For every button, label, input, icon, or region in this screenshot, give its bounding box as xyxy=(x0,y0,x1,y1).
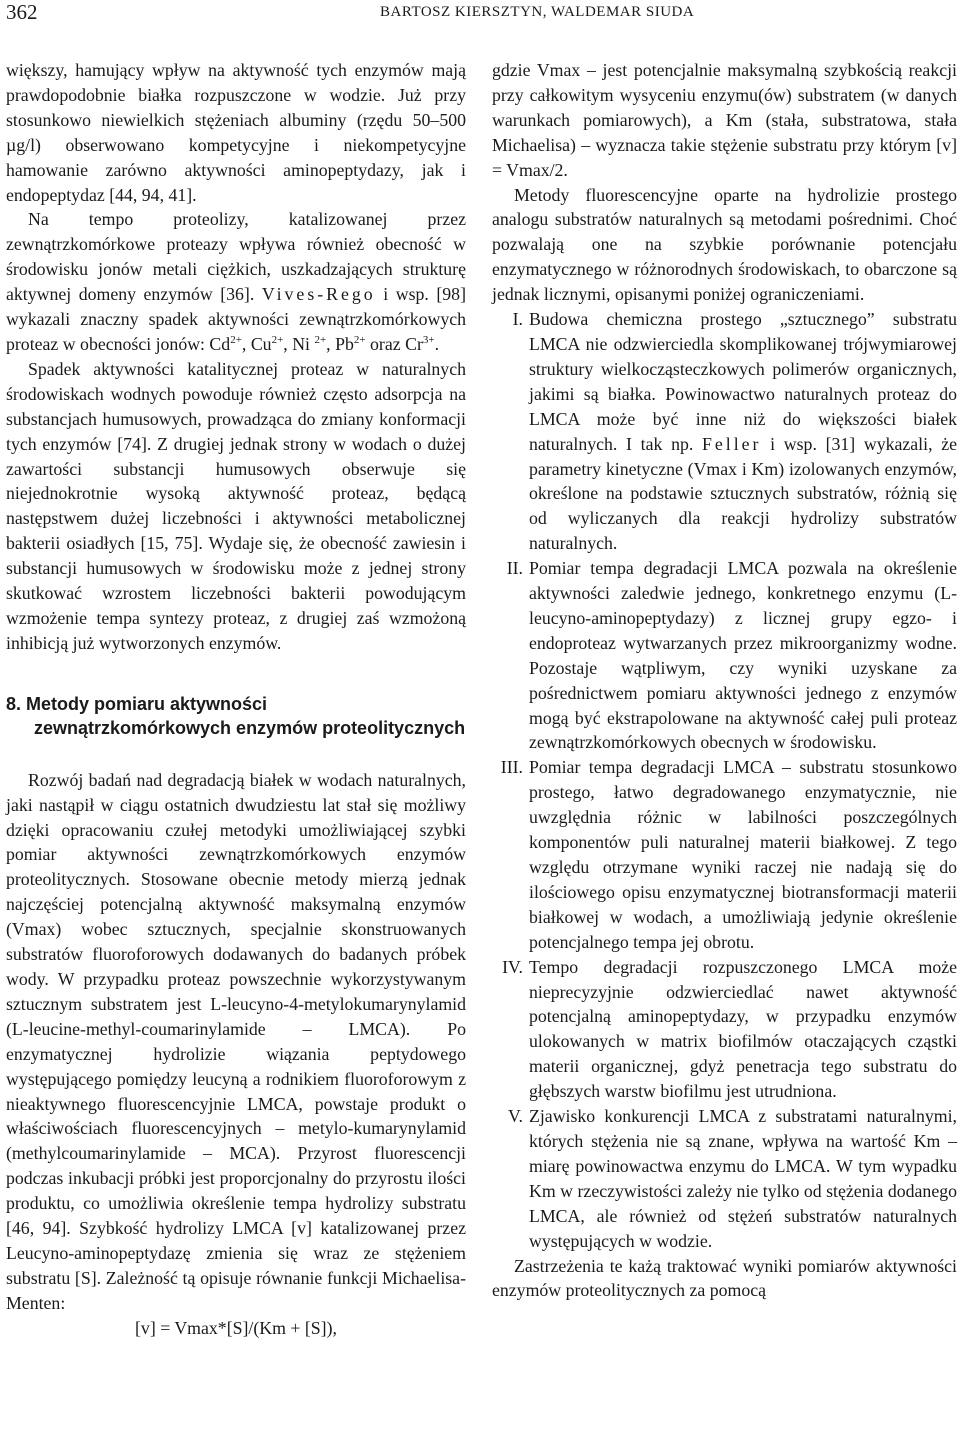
list-marker: II. xyxy=(506,558,523,579)
paragraph-text: Na tempo proteolizy, katalizowanej przez zewnątrzkomórkowe proteazy wpływa również obecność w środowisku jonów metali ciężkich, uszkadzających strukturę aktywnej domeny enzymów [36]. xyxy=(6,209,466,305)
section-heading: 8. Metody pomiaru aktywności zewnątrzkomórkowych enzymów proteolitycznych xyxy=(6,693,466,738)
list-item xyxy=(492,955,957,1104)
list-item xyxy=(492,556,957,755)
list-item xyxy=(492,755,957,954)
list-item-text: Pomiar tempa degradacji LMCA – substratu stosunkowo prostego, łatwo degradowanego enzymatycznie, nie uwzględnia różnic w labilności poszczególnych komponentów puli naturalnej materii białkowej. Z tego względu otrzymane wyniki raczej nie nadają się do ilościowego opisu enzymatycznej biotransformacji materii białkowej w wodach, a umożliwiają jedynie określenie potencjalnego tempa jej obrotu. xyxy=(529,757,957,952)
list-marker: V. xyxy=(508,1106,523,1127)
ion-charge: 2+ xyxy=(230,334,242,347)
limitations-list xyxy=(492,307,957,1253)
paragraph: Spadek aktywności katalitycznej proteaz w naturalnych środowiskach wodnych powoduje również często adsorpcja na substancjach humusowych, prowadząca do zmiany konformacji tych enzymów [74]. Z drugiej jednak strony w wodach o dużej zawartości substancji humusowych obserwuje się niejednokrotnie wysoką aktywność proteaz, będącą następstwem dużej liczebności i aktywności metabolicznej bakterii osiadłych [15, 75]. Wydaje się, że obecność zawiesin i substancji humusowych w środowisku może z jednej strony skutkować wzrostem liczebności bakterii powodującym wzmożenie tempa syntezy proteaz, z drugiej zaś wzmożoną inhibicją już wytworzonych enzymów. xyxy=(6,358,466,653)
page-number: 362 xyxy=(6,0,38,24)
page-header xyxy=(0,0,960,36)
running-head: BARTOSZ KIERSZTYN, WALDEMAR SIUDA xyxy=(380,4,695,20)
list-marker: III. xyxy=(500,757,523,778)
ion-charge: 3+ xyxy=(422,334,435,347)
ion-charge: 2+ xyxy=(271,334,284,347)
list-marker: IV. xyxy=(502,956,523,977)
author-name: Feller xyxy=(702,433,762,454)
list-item-text: Pomiar tempa degradacji LMCA pozwala na określenie aktywności zaledwie jednego, konkretnego enzymu (L-leucyno-aminopeptydazy) z licznej grupy egzo- i endoproteaz wytwarzanych przez mikroorganizmy wodne. Pozostaje wątpliwym, czy wyniki uzyskane za pośrednictwem pomiaru aktywności jednego z enzymów mogą być ekstrapolowane na aktywność całej puli proteaz zewnątrzkomórkowych obecnych w środowisku. xyxy=(529,558,957,753)
paragraph: większy, hamujący wpływ na aktywność tych enzymów mają prawdopodobnie białka rozpuszczone w wodzie. Już przy stosunkowo niewielkich stężeniach albuminy (rzędu 50–500 µg/l) obserwowano kompetycyjne i niekompetycyjne hamowanie zarówno aktywności aminopeptydazy, jak i endopeptydaz [44, 94, 41]. xyxy=(6,60,466,205)
equation: [v] = Vmax*[S]/(Km + [S]), xyxy=(135,1317,337,1338)
ion-symbol: Cu xyxy=(250,333,272,354)
list-item xyxy=(492,1104,957,1253)
paragraph: Metody fluorescencyjne oparte na hydrolizie prostego analogu substratów naturalnych są metodami pośrednimi. Choć pozwalają one na szybkie porównanie potencjału enzymatycznego w różnorodnych środowiskach, to obarczone są jednak licznymi, opisanymi poniżej ograniczeniami. xyxy=(492,184,957,305)
paragraph: Rozwój badań nad degradacją białek w wodach naturalnych, jaki nastąpił w ciągu ostatnich dwudziestu lat stał się możliwy dzięki opracowaniu czułej metodyki umożliwiającej szybki pomiar aktywności zewnątrzkomórkowych enzymów proteolitycznych. Stosowane obecnie metody mierzą jednak najczęściej potencjalną aktywność maksymalną enzymów (Vmax) wobec sztucznych, specjalnie skonstruowanych substratów fluoroforowych dodawanych do badanych próbek wody. W przypadku proteaz powszechnie wykorzystywanym sztucznym substratem jest L-leucyno-4-metylokumarynylamid (L-leucine-methyl-coumarinylamide – LMCA). Po enzymatycznej hydrolizie wiązania peptydowego występującego pomiędzy leucyną a rodnikiem fluoroforowym z nieaktywnego fluorescencyjnie LMCA, powstaje produkt o właściwościach fluorescencyjnych – metylo-kumarynylamid (methylcoumarinylamide – MCA). Przyrost fluorescencji podczas inkubacji próbki jest proporcjonalny do przyrostu ilości produktu, co umożliwia określenie tempa hydrolizy substratu [46, 94]. Szybkość hydrolizy LMCA [v] katalizowanej przez Leucyno-aminopeptydazę zmienia się wraz ze stężeniem substratu [S]. Zależność tą opisuje równanie funkcji Michaelisa-Menten: xyxy=(6,769,466,1313)
list-item-text: Budowa chemiczna prostego „sztucznego” substratu LMCA nie odzwierciedla skomplikowanej trójwymiarowej struktury wielkocząsteczkowych polimerów organicznych, jakimi są białka. Powinowactwo naturalnych proteaz do LMCA może być inne niż do większości białek naturalnych. I tak np. Feller i wsp. [31] wykazali, że parametry kinetyczne (Vmax i Km) izolowanych enzymów, określone na podstawie sztucznych substratów, różnią się od wyliczanych dla reakcji hydrolizy substratów naturalnych. xyxy=(529,309,957,554)
left-column xyxy=(6,58,466,1341)
paragraph-heavy-metals: Na tempo proteolizy, katalizowanej przez zewnątrzkomórkowe proteazy wpływa również obecność w środowisku jonów metali ciężkich, uszkadzających strukturę aktywnej domeny enzymów [36]. Vives-Rego i wsp. [98] wykazali znaczny spadek aktywności zewnątrzkomórkowych proteaz w obecności jonów: $Cd^{2+}$, $Cu^{2+}$, Ni $^{2+}$, $Pb^{2+}$ oraz $Cr^{3+}$. xyxy=(6,209,466,354)
list-marker: I. xyxy=(512,309,523,330)
author-name: Vives-Rego xyxy=(261,284,376,305)
ion-charge: 2+ xyxy=(353,334,366,347)
list-item xyxy=(492,307,957,556)
list-item-text: Zjawisko konkurencji LMCA z substratami naturalnymi, których stężenia nie są znane, wpływa na wartość Km – miarę powinowactwa enzymu do LMCA. W tym wypadku Km w rzeczywistości zależy nie tylko od stężenia dodanego LMCA, ale również od stężeń substratów naturalnych występujących w wodzie. xyxy=(529,1106,957,1251)
right-column xyxy=(492,58,957,1303)
paragraph: Zastrzeżenia te każą traktować wyniki pomiarów aktywności enzymów proteolitycznych za pomocą xyxy=(492,1255,957,1301)
ion-symbol: Pb xyxy=(335,333,354,354)
list-item-text: Tempo degradacji rozpuszczonego LMCA może nieprecyzyjnie odzwierciedlać nawet aktywność potencjalną aminopeptydazy, w przypadku enzymów ulokowanych w matrix biofilmów otaczających cząstki materii organicznej, gdyż penetracja tego substratu do głębszych warstw biofilmu jest utrudniona. xyxy=(529,956,957,1102)
ion-symbol: Ni xyxy=(292,333,310,354)
paragraph-text: i wsp. [98] wykazali znaczny spadek aktywności zewnątrzkomórkowych proteaz w obecności jonów: Cd xyxy=(6,284,466,354)
ion-symbol: Cr xyxy=(405,333,423,354)
paragraph: gdzie Vmax – jest potencjalnie maksymalną szybkością reakcji przy całkowitym wysyceniu enzymu(ów) substratem (w danych warunkach pomiarowych), a Km (stała, substratowa, stała Michaelisa) – wyznacza takie stężenie substratu przy którym [v] = Vmax/2. xyxy=(492,60,957,180)
ion-charge: 2+ xyxy=(314,334,327,347)
